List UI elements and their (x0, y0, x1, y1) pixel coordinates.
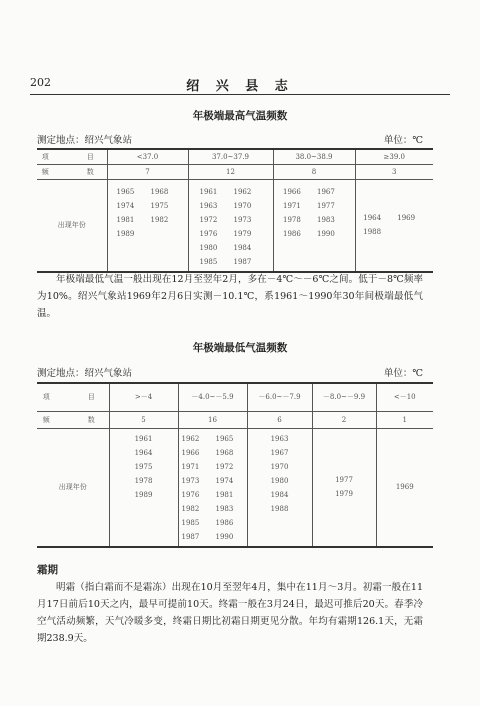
year-value: 1965 (116, 187, 135, 196)
table1 (37, 148, 433, 273)
table2-col-head: －6.0~－7.9 (247, 383, 312, 411)
year-value: 1965 (215, 434, 234, 443)
year-value: 1983 (215, 504, 234, 513)
table1-freq: 3 (355, 164, 433, 179)
year-value: 1970 (233, 201, 252, 210)
year-value: 1982 (181, 504, 200, 513)
table1-years-row (37, 179, 433, 272)
year-value: 1964 (363, 214, 382, 223)
year-value: 1979 (335, 490, 353, 499)
year-line (108, 185, 188, 199)
year-line (179, 432, 247, 446)
table2-years-cell (247, 428, 312, 547)
table2-col-head: >－4 (109, 383, 178, 411)
table2-item-label: 项 目 (37, 383, 109, 411)
year-line (189, 213, 273, 227)
year-value: 1961 (134, 434, 153, 443)
year-line (189, 199, 273, 213)
year-line (110, 460, 178, 474)
year-line (110, 432, 178, 446)
table2-location: 测定地点：绍兴气象站 (37, 368, 133, 379)
year-value: 1988 (270, 504, 289, 513)
year-value: 1985 (181, 518, 200, 527)
year-value: 1972 (199, 215, 218, 224)
year-value: 1983 (317, 215, 335, 224)
table2-freq-row (37, 411, 433, 428)
year-value: 1971 (181, 462, 200, 471)
year-value: 1977 (317, 201, 335, 210)
year-value: 1989 (116, 229, 135, 238)
year-value: 1966 (181, 448, 200, 457)
table1-col-head: <37.0 (107, 149, 188, 164)
year-value: 1980 (270, 476, 289, 485)
year-value: 1966 (283, 187, 301, 196)
year-line (274, 185, 355, 199)
year-line (248, 502, 312, 516)
year-value: 1974 (116, 201, 135, 210)
year-value: 1968 (150, 187, 169, 196)
year-value: 1963 (199, 201, 218, 210)
table1-freq: 12 (188, 164, 273, 179)
year-line (108, 199, 188, 213)
table2-years-cell (178, 428, 247, 547)
year-value: 1990 (317, 229, 335, 238)
year-value: 1978 (283, 215, 301, 224)
year-line (179, 474, 247, 488)
table2-freq: 16 (178, 411, 247, 428)
table1-years-label: 出现年份 (37, 179, 107, 272)
year-value: 1969 (397, 214, 416, 223)
year-line (248, 432, 312, 446)
year-line (248, 446, 312, 460)
table2-meta (37, 365, 423, 379)
table2-header-row (37, 383, 433, 411)
year-value: 1980 (199, 243, 218, 252)
year-line (108, 227, 188, 241)
year-value: 1963 (270, 434, 289, 443)
year-line (108, 213, 188, 227)
year-value: 1986 (283, 229, 301, 238)
year-line (274, 213, 355, 227)
table1-header-row (37, 149, 433, 164)
table1-col-head: 37.0~37.9 (188, 149, 273, 164)
year-line (377, 480, 434, 494)
table1-location: 测定地点：绍兴气象站 (37, 135, 133, 146)
frost-paragraph: 明霜（指白霜而不是霜冻）出现在10月至翌年4月，集中在11月～3月。初霜一般在11月17日前后10天之内，最早可提前10天。终霜一般在3月24日，最迟可推后20天。春季冷空气活动频繁，天气冷暖多变，终霜日期比初霜日期更见分散。年均有霜期126.1天，无霜期238.9天。 (37, 582, 423, 644)
table1-col-head: ≥39.0 (355, 149, 433, 164)
table2-col-head: －4.0~－5.9 (178, 383, 247, 411)
table2-col-head: <－10 (376, 383, 433, 411)
table1-item-label: 项 目 (37, 149, 107, 164)
table1-unit: 单位：℃ (383, 135, 423, 146)
year-value: 1975 (134, 462, 153, 471)
year-line (110, 488, 178, 502)
table1-title: 年极端最高气温频数 (192, 110, 288, 122)
year-value: 1971 (283, 201, 301, 210)
year-line (179, 530, 247, 544)
year-value: 1973 (181, 476, 200, 485)
table1-years-cell (107, 179, 188, 272)
table2-freq: 1 (376, 411, 433, 428)
year-value: 1972 (215, 462, 234, 471)
year-value: 1986 (215, 518, 234, 527)
year-value: 1979 (233, 229, 252, 238)
paragraph-extreme-low: 年极端最低气温一般出现在12月至翌年2月，多在－4℃～－6℃之间。低于－8℃频率为10%。绍兴气象站1969年2月6日实测－10.1℃，系1961～1990年30年间极端最低气温。 (37, 274, 423, 319)
page-number: 202 (30, 76, 51, 89)
year-line (110, 446, 178, 460)
year-value: 1975 (150, 201, 169, 210)
year-value: 1961 (199, 187, 218, 196)
year-value: 1970 (270, 462, 289, 471)
year-line (179, 446, 247, 460)
table1-freq-row (37, 164, 433, 179)
page-header (30, 76, 450, 94)
table2 (37, 382, 433, 548)
year-value: 1967 (317, 187, 335, 196)
table2-freq: 2 (312, 411, 376, 428)
year-line (274, 199, 355, 213)
table1-freq: 7 (107, 164, 188, 179)
year-value: 1988 (363, 228, 382, 237)
year-line (356, 211, 434, 225)
table2-years-cell (376, 428, 433, 547)
table1-col-head: 38.0~38.9 (273, 149, 355, 164)
year-value: 1989 (134, 490, 153, 499)
table2-years-label: 出现年份 (37, 428, 109, 547)
book-title: 绍 兴 县 志 (186, 79, 294, 94)
year-value: 1978 (134, 476, 153, 485)
year-value: 1984 (270, 490, 289, 499)
year-line (313, 487, 376, 501)
year-value: 1987 (233, 257, 252, 266)
year-line (110, 474, 178, 488)
year-value: 1985 (199, 257, 218, 266)
year-line (179, 502, 247, 516)
table1-years-cell (273, 179, 355, 272)
year-line (189, 227, 273, 241)
year-line (248, 474, 312, 488)
table2-title: 年极端最低气温频数 (192, 342, 288, 354)
year-value: 1976 (181, 490, 200, 499)
table2-years-row (37, 428, 433, 547)
header-rule (30, 94, 450, 95)
table1-years-cell (355, 179, 433, 272)
year-line (189, 241, 273, 255)
year-line (274, 227, 355, 241)
year-value: 1973 (233, 215, 252, 224)
year-value: 1981 (215, 490, 234, 499)
year-value: 1969 (395, 483, 414, 492)
year-value: 1981 (116, 215, 135, 224)
year-value: 1977 (335, 476, 353, 485)
year-line (189, 255, 273, 269)
table1-freq-label: 频 数 (37, 164, 107, 179)
table2-unit: 单位：℃ (383, 368, 423, 379)
year-line (189, 185, 273, 199)
year-value: 1962 (181, 434, 200, 443)
table2-freq: 5 (109, 411, 178, 428)
year-value: 1968 (215, 448, 234, 457)
year-value: 1984 (233, 243, 252, 252)
table1-years-cell (188, 179, 273, 272)
year-value: 1987 (181, 532, 200, 541)
year-line (356, 225, 434, 239)
year-line (179, 460, 247, 474)
table1-freq: 8 (273, 164, 355, 179)
year-value: 1974 (215, 476, 234, 485)
table2-col-head: －8.0~－9.9 (312, 383, 376, 411)
table2-freq: 6 (247, 411, 312, 428)
table1-meta (37, 132, 423, 146)
year-line (179, 516, 247, 530)
year-value: 1990 (215, 532, 234, 541)
year-line (313, 473, 376, 487)
year-value: 1982 (150, 215, 169, 224)
table2-freq-label: 频 数 (37, 411, 109, 428)
year-value: 1962 (233, 187, 252, 196)
year-line (179, 488, 247, 502)
year-value: 1976 (199, 229, 218, 238)
year-value: 1964 (134, 448, 153, 457)
table2-years-cell (312, 428, 376, 547)
year-line (248, 488, 312, 502)
frost-heading: 霜期 (37, 564, 58, 576)
table2-years-cell (109, 428, 178, 547)
year-line (248, 460, 312, 474)
year-value: 1967 (270, 448, 289, 457)
